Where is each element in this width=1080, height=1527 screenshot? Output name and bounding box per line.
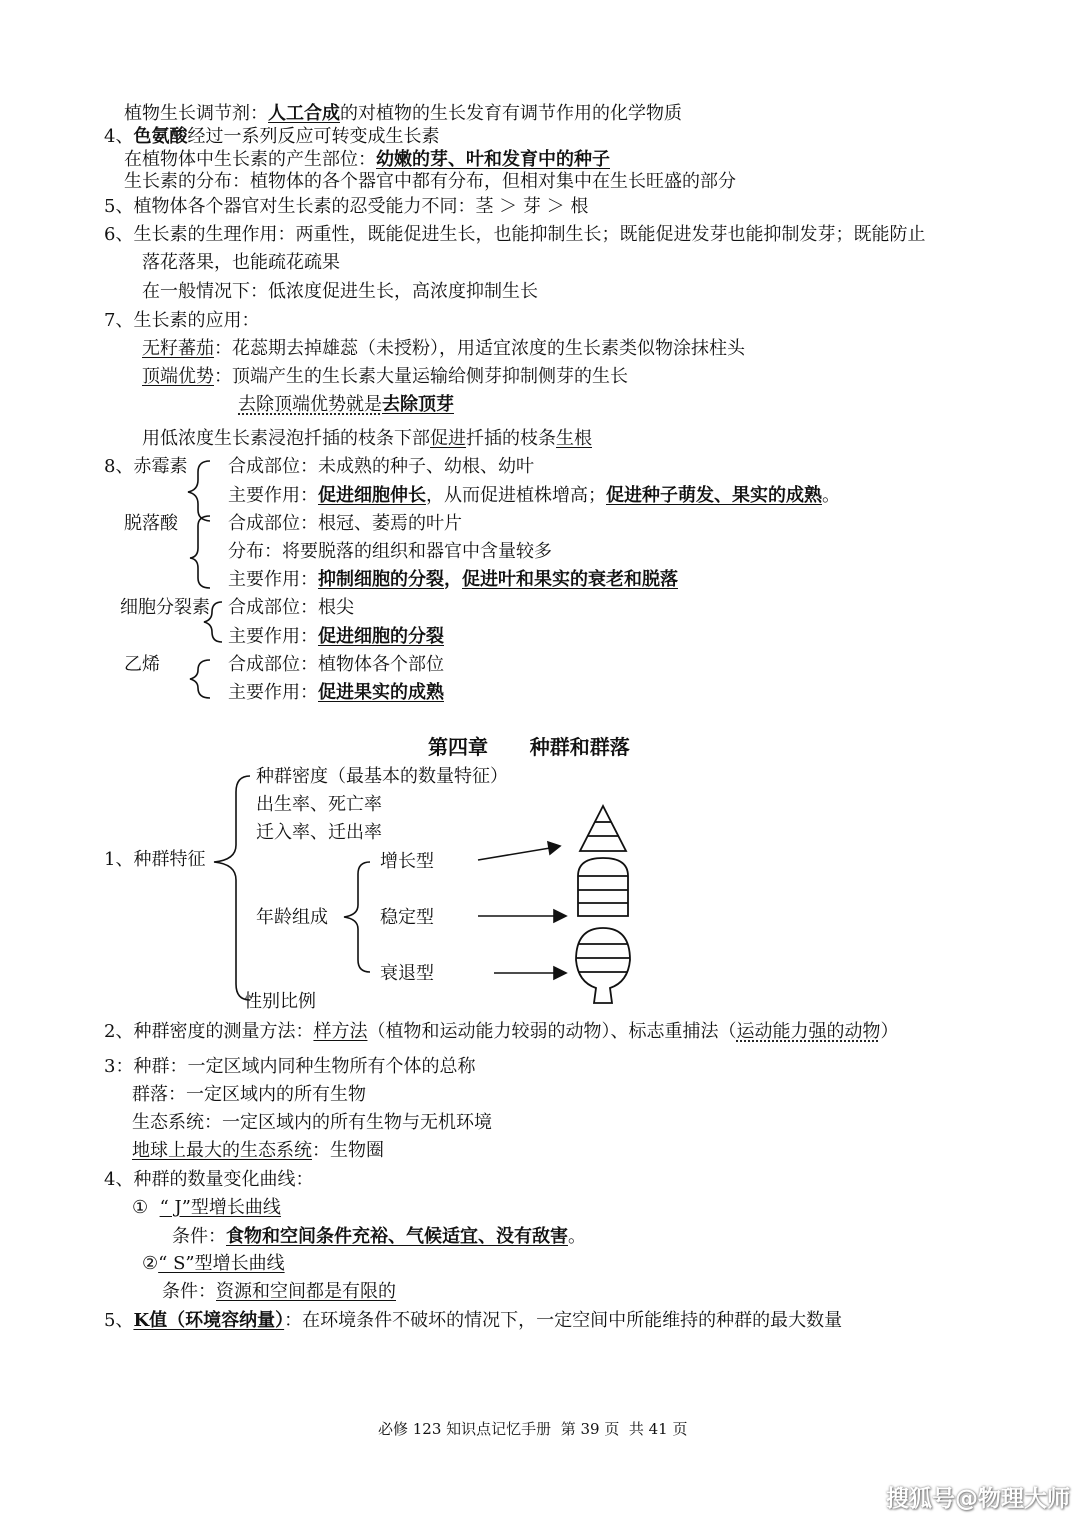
text: 经过一系列反应可转变成生长素 [187,126,440,147]
migration-rate: 迁入率、迁出率 [256,822,382,843]
arrow-growth [478,848,550,860]
key-term: 样方法 [313,1021,368,1042]
text: 主要作用： [228,682,318,703]
cytokinin-site: 合成部位：根尖 [228,597,354,618]
key-term: 地球上最大的生态系统 [132,1140,312,1161]
text: 条件： [162,1281,216,1302]
gibberellin-site: 合成部位：未成熟的种子、幼根、幼叶 [228,456,534,477]
line-5: 5、植物体各个器官对生长素的忍受能力不同：茎 ＞ 芽 ＞ 根 [104,196,589,217]
key-term: 无籽蕃茄 [142,338,214,359]
brace-population [214,776,250,1000]
stable-pyramid [578,858,628,916]
key-term: “ S”型增长曲线 [158,1253,285,1274]
key-term: 抑制细胞的分裂 [318,569,444,590]
key-term: 人工合成 [268,103,340,124]
line-6: 6、生长素的生理作用：两重性，既能促进生长，也能抑制生长；既能促进发芽也能抑制发芽；既能防止 [104,224,926,245]
key-term: 促进细胞的分裂 [318,626,444,647]
ethylene-site: 合成部位：植物体各个部位 [228,654,444,675]
arrowhead-growth [548,842,560,854]
watermark: 搜狐号@物理大师 [886,1486,1070,1512]
text: 4、 [104,126,134,147]
arrowhead-stable [554,910,566,922]
line-sec4-title: 4、种群的数量变化曲线： [104,1169,314,1190]
key-term: 促进 [430,428,466,449]
key-term: 食物和空间条件充裕、气候适宜、没有敌害 [226,1226,568,1247]
text: 主要作用： [228,485,318,506]
brace-ethylene [190,660,210,698]
key-term: 去除顶芽 [382,394,454,415]
cytokinin-name: 细胞分裂素 [120,597,210,618]
key-term: 促进叶和果实的衰老和脱落 [462,569,678,590]
population-features-label: 1、种群特征 [104,849,206,870]
population-density: 种群密度（最基本的数量特征） [256,766,508,787]
text: （植物和运动能力较弱的动物）、标志重捕法（ [367,1021,737,1042]
decline-type: 衰退型 [380,963,434,984]
text: ① [132,1197,149,1218]
text: 。 [822,485,840,506]
text: 。 [568,1226,586,1247]
key-term: 顶端优势 [142,366,214,387]
aba-site: 合成部位：根冠、萎焉的叶片 [228,513,462,534]
text: 条件： [172,1226,226,1247]
text: ：生物圈 [312,1140,384,1161]
key-term: 色氨酸 [133,126,188,147]
line-sec3-ecosystem: 生态系统：一定区域内的所有生物与无机环境 [132,1112,492,1133]
key-term: 幼嫩的芽、叶和发育中的种子 [376,149,610,170]
text: 植物生长调节剂： [124,103,268,124]
ethylene-name: 乙烯 [124,654,160,675]
growth-type: 增长型 [380,851,434,872]
aba-name: 脱落酸 [124,513,178,534]
stable-type: 稳定型 [380,907,434,928]
aba-distribution: 分布：将要脱落的组织和器官中含量较多 [228,541,552,562]
key-term: 运动能力强的动物 [736,1021,881,1042]
text: 扦插的枝条 [466,428,556,449]
text: ，从而促进植株增高； [426,485,606,506]
key-term: 促进果实的成熟 [318,682,444,703]
text: ② [142,1253,159,1274]
brace-cytokinin [204,602,222,642]
text: ） [880,1021,899,1042]
text: 去除顶端优势就是 [238,394,382,415]
text: 在植物体中生长素的产生部位： [124,149,376,170]
decline-pyramid [576,928,630,1003]
age-structure: 年龄组成 [256,907,328,928]
page-footer: 必修 123 知识点记忆手册 第 39 页 共 41 页 [378,1420,688,1438]
text: 2、种群密度的测量方法： [104,1021,314,1042]
line-distribution: 生长素的分布：植物体的各个器官中都有分布，但相对集中在生长旺盛的部分 [124,171,736,192]
sex-ratio: 性别比例 [244,991,316,1012]
line-6-cont: 落花落果，也能疏花疏果 [142,252,340,273]
key-term: 促进细胞伸长 [318,485,426,506]
key-term: 促进种子萌发、果实的成熟 [606,485,822,506]
line-7: 7、生长素的应用： [104,310,260,331]
line-sec3-community: 群落：一定区域内的所有生物 [132,1084,366,1105]
text: 5、 [104,1310,134,1331]
text: ， [444,569,462,590]
text: ：顶端产生的生长素大量运输给侧芽抑制侧芽的生长 [214,366,628,387]
birth-death-rate: 出生率、死亡率 [256,794,382,815]
key-term: “ J”型增长曲线 [159,1197,281,1218]
brace-age [344,862,370,972]
text: 主要作用： [228,569,318,590]
key-term: 资源和空间都是有限的 [216,1281,396,1302]
brace-gibberellin [188,461,210,521]
arrowhead-decline [554,967,566,979]
text: ：花蕊期去掉雄蕊（未授粉），用适宜浓度的生长素类似物涂抹柱头 [214,338,745,359]
key-term: K值（环境容纳量） [133,1310,285,1331]
text: 的对植物的生长发育有调节作用的化学物质 [340,103,682,124]
growth-pyramid [580,806,626,851]
gibberellin-name: 8、赤霉素 [104,456,188,477]
text: 用低浓度生长素浸泡扦插的枝条下部 [142,428,430,449]
chapter-title: 第四章 种群和群落 [428,735,630,759]
text: 主要作用： [228,626,318,647]
line-6-note: 在一般情况下：低浓度促进生长，高浓度抑制生长 [142,281,538,302]
key-term: 生根 [556,428,592,449]
line-sec3-population: 3：种群：一定区域内同种生物所有个体的总称 [104,1056,476,1077]
brace-aba [190,516,210,588]
text: ：在环境条件不破坏的情况下，一定空间中所能维持的种群的最大数量 [284,1310,843,1331]
